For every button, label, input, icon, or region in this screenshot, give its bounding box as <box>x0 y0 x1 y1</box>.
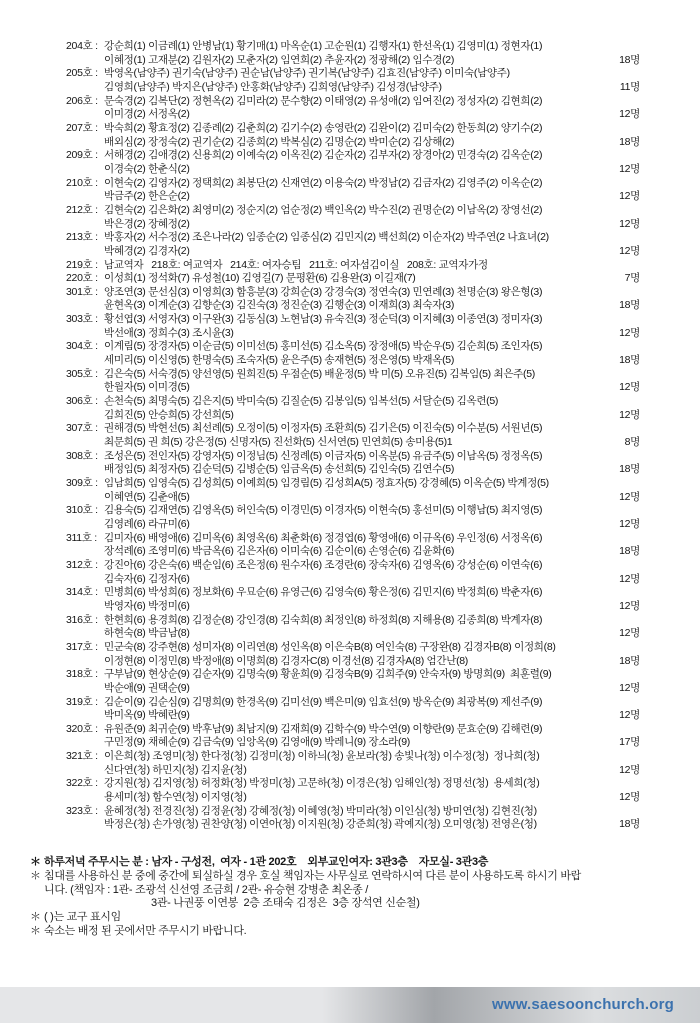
room-number: 212호 : <box>66 203 98 216</box>
occupant-line: 민군숙(8) 강주현(8) 성미자(8) 이리연(8) 성인옥(8) 이은숙B(8) 여인숙(8) 구장완(8) 김경자B(8) 이정희(8) <box>104 640 556 653</box>
room-occupants <box>104 422 640 449</box>
occupant-line: 강진아(6) 강은숙(6) 백순임(6) 조은정(6) 원수자(6) 조경란(6) 장숙자(6) 김영옥(6) 강성순(6) 이연숙(6) <box>104 558 543 571</box>
room-row <box>66 559 640 586</box>
occupant-count: 17명 <box>615 736 640 750</box>
occupant-line: 이경숙(2) 한춘식(2) <box>104 162 190 175</box>
room-assignment-list <box>66 40 640 832</box>
room-occupants <box>104 723 640 750</box>
occupant-line: 김순이(9) 김순심(9) 김명희(9) 한경옥(9) 김미선(9) 백은미(9) 임효선(9) 방옥순(9) 최광복(9) 제선주(9) <box>104 695 543 708</box>
occupant-line: 장석례(6) 조영미(6) 박금옥(6) 김은자(6) 이미숙(6) 김순이(6) 손영순(6) 김윤화(6) <box>104 545 455 558</box>
occupant-line: 배외심(2) 장정숙(2) 권기순(2) 김종희(2) 박복심(2) 김명순(2) 박미순(2) 김상해(2) <box>104 135 455 148</box>
room-number: 318호 : <box>66 668 98 681</box>
room-occupants <box>104 368 640 395</box>
room-row <box>66 368 640 395</box>
note-row <box>30 870 662 911</box>
note-line: 3관- 나권풍 이연봉 2층 조태숙 김정은 3층 장석연 신순철) <box>44 897 420 910</box>
room-row <box>66 477 640 504</box>
occupant-line: 이정현(8) 이정민(8) 박정애(8) 이명희(8) 김경자C(8) 이경선(8) 김경자A(8) 엄간난(8) <box>104 654 469 667</box>
occupant-line: 한월자(5) 이미경(5) <box>104 381 190 394</box>
room-number: 220호 : <box>66 272 98 285</box>
room-number: 306호 : <box>66 395 98 408</box>
room-occupants <box>104 272 640 286</box>
room-number: 206호 : <box>66 94 98 107</box>
occupant-count: 12명 <box>615 163 640 177</box>
occupant-count: 18명 <box>615 354 640 368</box>
occupant-line: 이현숙(2) 김영자(2) 정택희(2) 최봉단(2) 신재연(2) 이용숙(2) 박정남(2) 김금자(2) 김영주(2) 이옥순(2) <box>104 176 543 189</box>
note-text <box>44 925 662 939</box>
room-row <box>66 340 640 367</box>
bottom-band <box>0 987 700 1023</box>
room-occupants <box>104 696 640 723</box>
occupant-line: 남교역자 218호: 여교역자 214호: 여자승팀 211호: 여자섬김이실 208호: 교역자가정 <box>104 258 488 271</box>
note-row <box>30 925 662 939</box>
room-occupants <box>104 204 640 231</box>
room-number: 219호 : <box>66 258 98 271</box>
occupant-line: 김영희(남양주) 박지은(남양주) 안홍화(남양주) 김희영(남양주) 김성경(남양주) <box>104 80 442 93</box>
occupant-line: 용세미(청) 함수연(청) 이지영(청) <box>104 791 247 804</box>
room-number: 317호 : <box>66 640 98 653</box>
asterisk-bullet: ＊ <box>30 911 41 924</box>
occupant-count: 12명 <box>615 381 640 395</box>
room-row <box>66 723 640 750</box>
room-number: 314호 : <box>66 586 98 599</box>
room-occupants <box>104 532 640 559</box>
occupant-count: 12명 <box>615 409 640 423</box>
occupant-count: 18명 <box>615 655 640 669</box>
room-row <box>66 696 640 723</box>
room-row <box>66 67 640 94</box>
note-line: 숙소는 배정 된 곳에서만 주무시기 바랍니다. <box>44 924 247 937</box>
occupant-count: 12명 <box>615 764 640 778</box>
occupant-line: 김숙자(6) 김정자(6) <box>104 572 190 585</box>
room-number: 301호 : <box>66 285 98 298</box>
room-row <box>66 777 640 804</box>
room-occupants <box>104 286 640 313</box>
room-occupants <box>104 559 640 586</box>
room-row <box>66 272 640 286</box>
room-row <box>66 532 640 559</box>
room-occupants <box>104 395 640 422</box>
room-number: 310호 : <box>66 504 98 517</box>
occupant-line: 박미옥(9) 박혜란(9) <box>104 709 190 722</box>
occupant-line: 이계림(5) 장경자(5) 이순금(5) 이미선(5) 홍미선(5) 김소옥(5) 장정애(5) 박순우(5) 김순희(5) 조인자(5) <box>104 340 543 353</box>
room-number: 205호 : <box>66 67 98 80</box>
occupant-count: 18명 <box>615 545 640 559</box>
occupant-count: 12명 <box>615 627 640 641</box>
occupant-count: 12명 <box>615 108 640 122</box>
room-occupants <box>104 177 640 204</box>
occupant-line: 김영례(6) 라규미(6) <box>104 517 190 530</box>
occupant-line: 하현숙(8) 박금남(8) <box>104 627 190 640</box>
room-row <box>66 286 640 313</box>
occupant-count: 12명 <box>615 245 640 259</box>
occupant-line: 임남희(5) 임영숙(5) 김성희(5) 이예희(5) 임경림(5) 김성희A(5) 정효자(5) 강경혜(5) 이옥순(5) 박계정(5) <box>104 477 549 489</box>
occupant-line: 권해경(5) 박현선(5) 최선례(5) 오정이(5) 이정자(5) 조환희(5) 김기은(5) 이진숙(5) 이수분(5) 서원년(5) <box>104 422 543 435</box>
occupant-line: 박숙희(2) 황효정(2) 김종례(2) 김춘희(2) 김기수(2) 송영란(2) 김완이(2) 김미숙(2) 한동희(2) 양기수(2) <box>104 121 543 134</box>
room-number: 311호 : <box>66 531 97 544</box>
room-row <box>66 504 640 531</box>
occupant-line: 문숙경(2) 김복단(2) 정현옥(2) 김미라(2) 문수향(2) 이태영(2) 유성애(2) 임여진(2) 정성자(2) 김현희(2) <box>104 94 543 107</box>
room-occupants <box>104 40 640 67</box>
occupant-count: 12명 <box>615 573 640 587</box>
room-occupants <box>104 259 640 273</box>
occupant-line: 최문희(5) 권 희(5) 강은정(5) 신명자(5) 진선화(5) 신서연(5) 민연희(5) 송미용(5)1 <box>104 436 453 449</box>
room-row <box>66 450 640 477</box>
room-occupants <box>104 340 640 367</box>
room-row <box>66 422 640 449</box>
room-number: 320호 : <box>66 722 98 735</box>
occupant-count: 12명 <box>615 791 640 805</box>
occupant-count: 12명 <box>615 709 640 723</box>
room-number: 309호 : <box>66 477 98 489</box>
occupant-line: 조성은(5) 전인자(5) 강영자(5) 이정님(5) 신정례(5) 이금자(5) 이옥분(5) 유금주(5) 이남옥(5) 정정옥(5) <box>104 449 543 462</box>
asterisk-bullet: ＊ <box>30 869 41 882</box>
room-row <box>66 668 640 695</box>
occupant-count: 8명 <box>621 436 640 450</box>
occupant-line: 세미리(5) 이신영(5) 한명숙(5) 조숙자(5) 윤은주(5) 송재현(5) 정은영(5) 박재옥(5) <box>104 354 455 367</box>
occupant-count: 7명 <box>621 272 640 286</box>
occupant-line: 이혜연(5) 김춘애(5) <box>104 490 190 503</box>
room-number: 209호 : <box>66 149 98 162</box>
room-number: 210호 : <box>66 176 98 189</box>
occupant-line: 강지원(청) 김지영(청) 허정화(청) 박정미(청) 고문하(청) 이경은(청) 임해인(청) 정명선(청) 용세희(청) <box>104 777 540 790</box>
room-occupants <box>104 641 640 668</box>
occupant-line: 구부남(9) 현상순(9) 김순자(9) 김명숙(9) 황윤희(9) 김정숙B(9) 김희주(9) 안숙자(9) 방명희(9) 최훈렬(9) <box>104 668 552 681</box>
room-row <box>66 313 640 340</box>
occupant-line: 이미경(2) 서정옥(2) <box>104 108 190 121</box>
occupant-line: 배정임(5) 최정자(5) 김순덕(5) 김병순(5) 임금옥(5) 송선희(5) 김인숙(5) 김연수(5) <box>104 463 455 476</box>
occupant-count: 12명 <box>615 600 640 614</box>
occupant-line: 박정은(청) 손가영(청) 권찬양(청) 이연아(청) 이지원(청) 강준희(청) 곽예지(청) 오미영(청) 전영은(청) <box>104 818 537 831</box>
room-number: 307호 : <box>66 422 98 435</box>
note-text <box>44 870 662 911</box>
room-occupants <box>104 95 640 122</box>
occupant-line: 박금주(2) 한은순(2) <box>104 190 190 203</box>
occupant-count: 18명 <box>615 463 640 477</box>
room-row <box>66 149 640 176</box>
footer-notes <box>30 856 662 939</box>
room-occupants <box>104 504 640 531</box>
note-line: ( )는 교구 표시임 <box>44 911 121 924</box>
room-number: 321호 : <box>66 750 98 763</box>
occupant-line: 유원준(9) 최귀순(9) 박후남(9) 최남지(9) 김재희(9) 김학수(9) 박수연(9) 이향란(9) 문효순(9) 김해련(9) <box>104 722 543 735</box>
occupant-line: 박영옥(남양주) 권기숙(남양주) 권순남(남양주) 권기복(남양주) 김효진(남양주) 이미숙(남양주) <box>104 67 510 80</box>
room-number: 303호 : <box>66 313 98 326</box>
room-occupants <box>104 586 640 613</box>
occupant-line: 박혜경(2) 김경자(2) <box>104 244 190 257</box>
occupant-line: 김미자(6) 배영애(6) 김미옥(6) 최영옥(6) 최춘화(6) 정경엽(6) 황영애(6) 이규옥(6) 우인정(6) 서정옥(6) <box>104 531 543 544</box>
room-row <box>66 750 640 777</box>
room-row <box>66 204 640 231</box>
note-line: 하루저녁 주무시는 분 : 남자 - 구성전, 여자 - 1관 202호 외부교인여자: 3관3층 자모실- 3관3층 <box>44 856 489 868</box>
room-occupants <box>104 750 640 777</box>
note-text <box>44 911 662 925</box>
room-number: 312호 : <box>66 558 98 571</box>
occupant-line: 김희진(5) 안승희(5) 강선희(5) <box>104 408 234 421</box>
note-text <box>44 856 662 870</box>
occupant-line: 김용숙(5) 김재연(5) 김영옥(5) 허인숙(5) 이경민(5) 이경자(5) 이현숙(5) 홍선미(5) 이행남(5) 최지영(5) <box>104 504 543 517</box>
occupant-line: 박은경(2) 장혜정(2) <box>104 217 190 230</box>
occupant-line: 김현숙(2) 김은화(2) 최영미(2) 정순지(2) 엄순정(2) 백인옥(2) 박수진(2) 권명순(2) 이남옥(2) 장영선(2) <box>104 203 543 216</box>
occupant-count: 18명 <box>615 136 640 150</box>
occupant-line: 박선애(3) 정희수(3) 조시윤(3) <box>104 326 234 339</box>
room-row <box>66 259 640 273</box>
room-row <box>66 805 640 832</box>
room-row <box>66 40 640 67</box>
occupant-count: 12명 <box>615 218 640 232</box>
occupant-count: 18명 <box>615 299 640 313</box>
room-row <box>66 231 640 258</box>
room-occupants <box>104 313 640 340</box>
occupant-line: 민병희(6) 박성희(6) 정보화(6) 우묘순(6) 유영근(6) 김영숙(6) 황은정(6) 김민지(6) 박정희(6) 박춘자(6) <box>104 586 543 599</box>
room-occupants <box>104 122 640 149</box>
room-occupants <box>104 67 640 94</box>
room-row <box>66 395 640 422</box>
occupant-line: 박순애(9) 권택순(9) <box>104 681 190 694</box>
room-number: 305호 : <box>66 367 98 380</box>
room-row <box>66 586 640 613</box>
note-line: 니다. (책임자 : 1관- 조광석 신선영 조금희 / 2관- 유승현 강병춘 최온종 / <box>44 883 368 896</box>
room-number: 207호 : <box>66 121 98 134</box>
occupant-count: 12명 <box>615 491 640 505</box>
occupant-count: 18명 <box>615 54 640 68</box>
asterisk-bullet: ＊ <box>30 924 41 937</box>
room-occupants <box>104 149 640 176</box>
occupant-line: 이성희(1) 정석화(7) 유성철(10) 김영길(7) 문평환(6) 김용완(3) 이길재(7) <box>104 272 416 285</box>
church-website-url: www.saesoonchurch.org <box>491 996 674 1013</box>
occupant-line: 황선엽(3) 서영자(3) 이구완(3) 김동심(3) 노현남(3) 유숙진(3) 정순덕(3) 이지혜(3) 이종연(3) 정미자(3) <box>104 313 543 326</box>
room-number: 204호 : <box>66 40 98 52</box>
room-occupants <box>104 777 640 804</box>
room-occupants <box>104 450 640 477</box>
occupant-line: 양조연(3) 문선심(3) 이영희(3) 함흥분(3) 강희순(3) 강경숙(3) 정연숙(3) 민연례(3) 천명순(3) 왕은형(3) <box>104 285 543 298</box>
occupant-line: 이혜정(1) 고재분(2) 김원자(2) 모춘자(2) 임연희(2) 추윤자(2) 정광해(2) 임수경(2) <box>104 53 455 66</box>
room-row <box>66 614 640 641</box>
occupant-count: 12명 <box>615 327 640 341</box>
occupant-line: 김은숙(5) 서숙경(5) 양선영(5) 원희진(5) 우점순(5) 배윤정(5) 박 미(5) 오유진(5) 김복임(5) 최은주(5) <box>104 367 535 380</box>
occupant-line: 이은희(청) 조영미(청) 한다정(청) 김정미(청) 이하늬(청) 윤보라(청) 송빛나(청) 이수정(청) 정나희(청) <box>104 750 540 763</box>
room-number: 316호 : <box>66 613 98 626</box>
room-occupants <box>104 668 640 695</box>
occupant-line: 윤혜정(청) 전경진(청) 김정윤(청) 강혜정(청) 이혜영(청) 박미라(청) 이인심(청) 방미연(청) 김현진(청) <box>104 804 537 817</box>
occupant-line: 구민정(9) 채혜순(9) 김금숙(9) 임앙옥(9) 김영애(9) 박레니(9) 장소라(9) <box>104 736 410 749</box>
occupant-line: 신다연(청) 하민지(청) 김지윤(청) <box>104 763 247 776</box>
occupant-count: 12명 <box>615 518 640 532</box>
occupant-line: 서해경(2) 김애경(2) 신용희(2) 이예숙(2) 이옥진(2) 김순자(2) 김부자(2) 장경아(2) 민경숙(2) 김옥순(2) <box>104 149 543 162</box>
occupant-line: 박홍자(2) 서수정(2) 조은나라(2) 임종순(2) 임종심(2) 김민지(2) 백선희(2) 이순자(2) 박주연(2 나효녀(2) <box>104 231 549 244</box>
room-number: 304호 : <box>66 340 98 353</box>
room-occupants <box>104 805 640 832</box>
room-occupants <box>104 477 640 504</box>
note-line: 침대를 사용하신 분 중에 중간에 퇴실하실 경우 호실 책임자는 사무실로 연락하시여 다른 분이 사용하도록 하시기 바랍 <box>44 869 581 882</box>
occupant-line: 한현희(6) 용경희(8) 김정순(8) 강인경(8) 김숙희(8) 최정인(8) 하정희(8) 지해용(8) 김종희(8) 박계자(8) <box>104 613 543 626</box>
room-row <box>66 177 640 204</box>
occupant-count: 12명 <box>615 190 640 204</box>
occupant-count: 12명 <box>615 682 640 696</box>
occupant-line: 박영자(6) 박정미(6) <box>104 599 190 612</box>
room-number: 308호 : <box>66 449 98 462</box>
occupant-count: 11명 <box>616 81 640 95</box>
room-row <box>66 122 640 149</box>
room-number: 322호 : <box>66 777 98 790</box>
note-row <box>30 911 662 925</box>
asterisk-bullet: ＊ <box>30 856 41 868</box>
room-occupants <box>104 231 640 258</box>
occupant-count: 18명 <box>615 818 640 832</box>
room-number: 319호 : <box>66 695 98 708</box>
occupant-line: 강순희(1) 이금례(1) 안병남(1) 황기매(1) 마옥순(1) 고순원(1) 김행자(1) 한선옥(1) 김영미(1) 정현자(1) <box>104 40 543 52</box>
room-number: 323호 : <box>66 804 98 817</box>
room-row <box>66 641 640 668</box>
occupant-line: 윤현옥(3) 이계순(3) 김향순(3) 김진숙(3) 정진순(3) 김행순(3) 이재희(3) 최숙자(3) <box>104 299 455 312</box>
occupant-line: 손천숙(5) 최명숙(5) 김은지(5) 박미숙(5) 김질순(5) 김봉임(5) 임복선(5) 서달순(5) 김옥련(5) <box>104 395 499 408</box>
room-number: 213호 : <box>66 231 98 244</box>
room-row <box>66 95 640 122</box>
room-occupants <box>104 614 640 641</box>
note-row <box>30 856 662 870</box>
